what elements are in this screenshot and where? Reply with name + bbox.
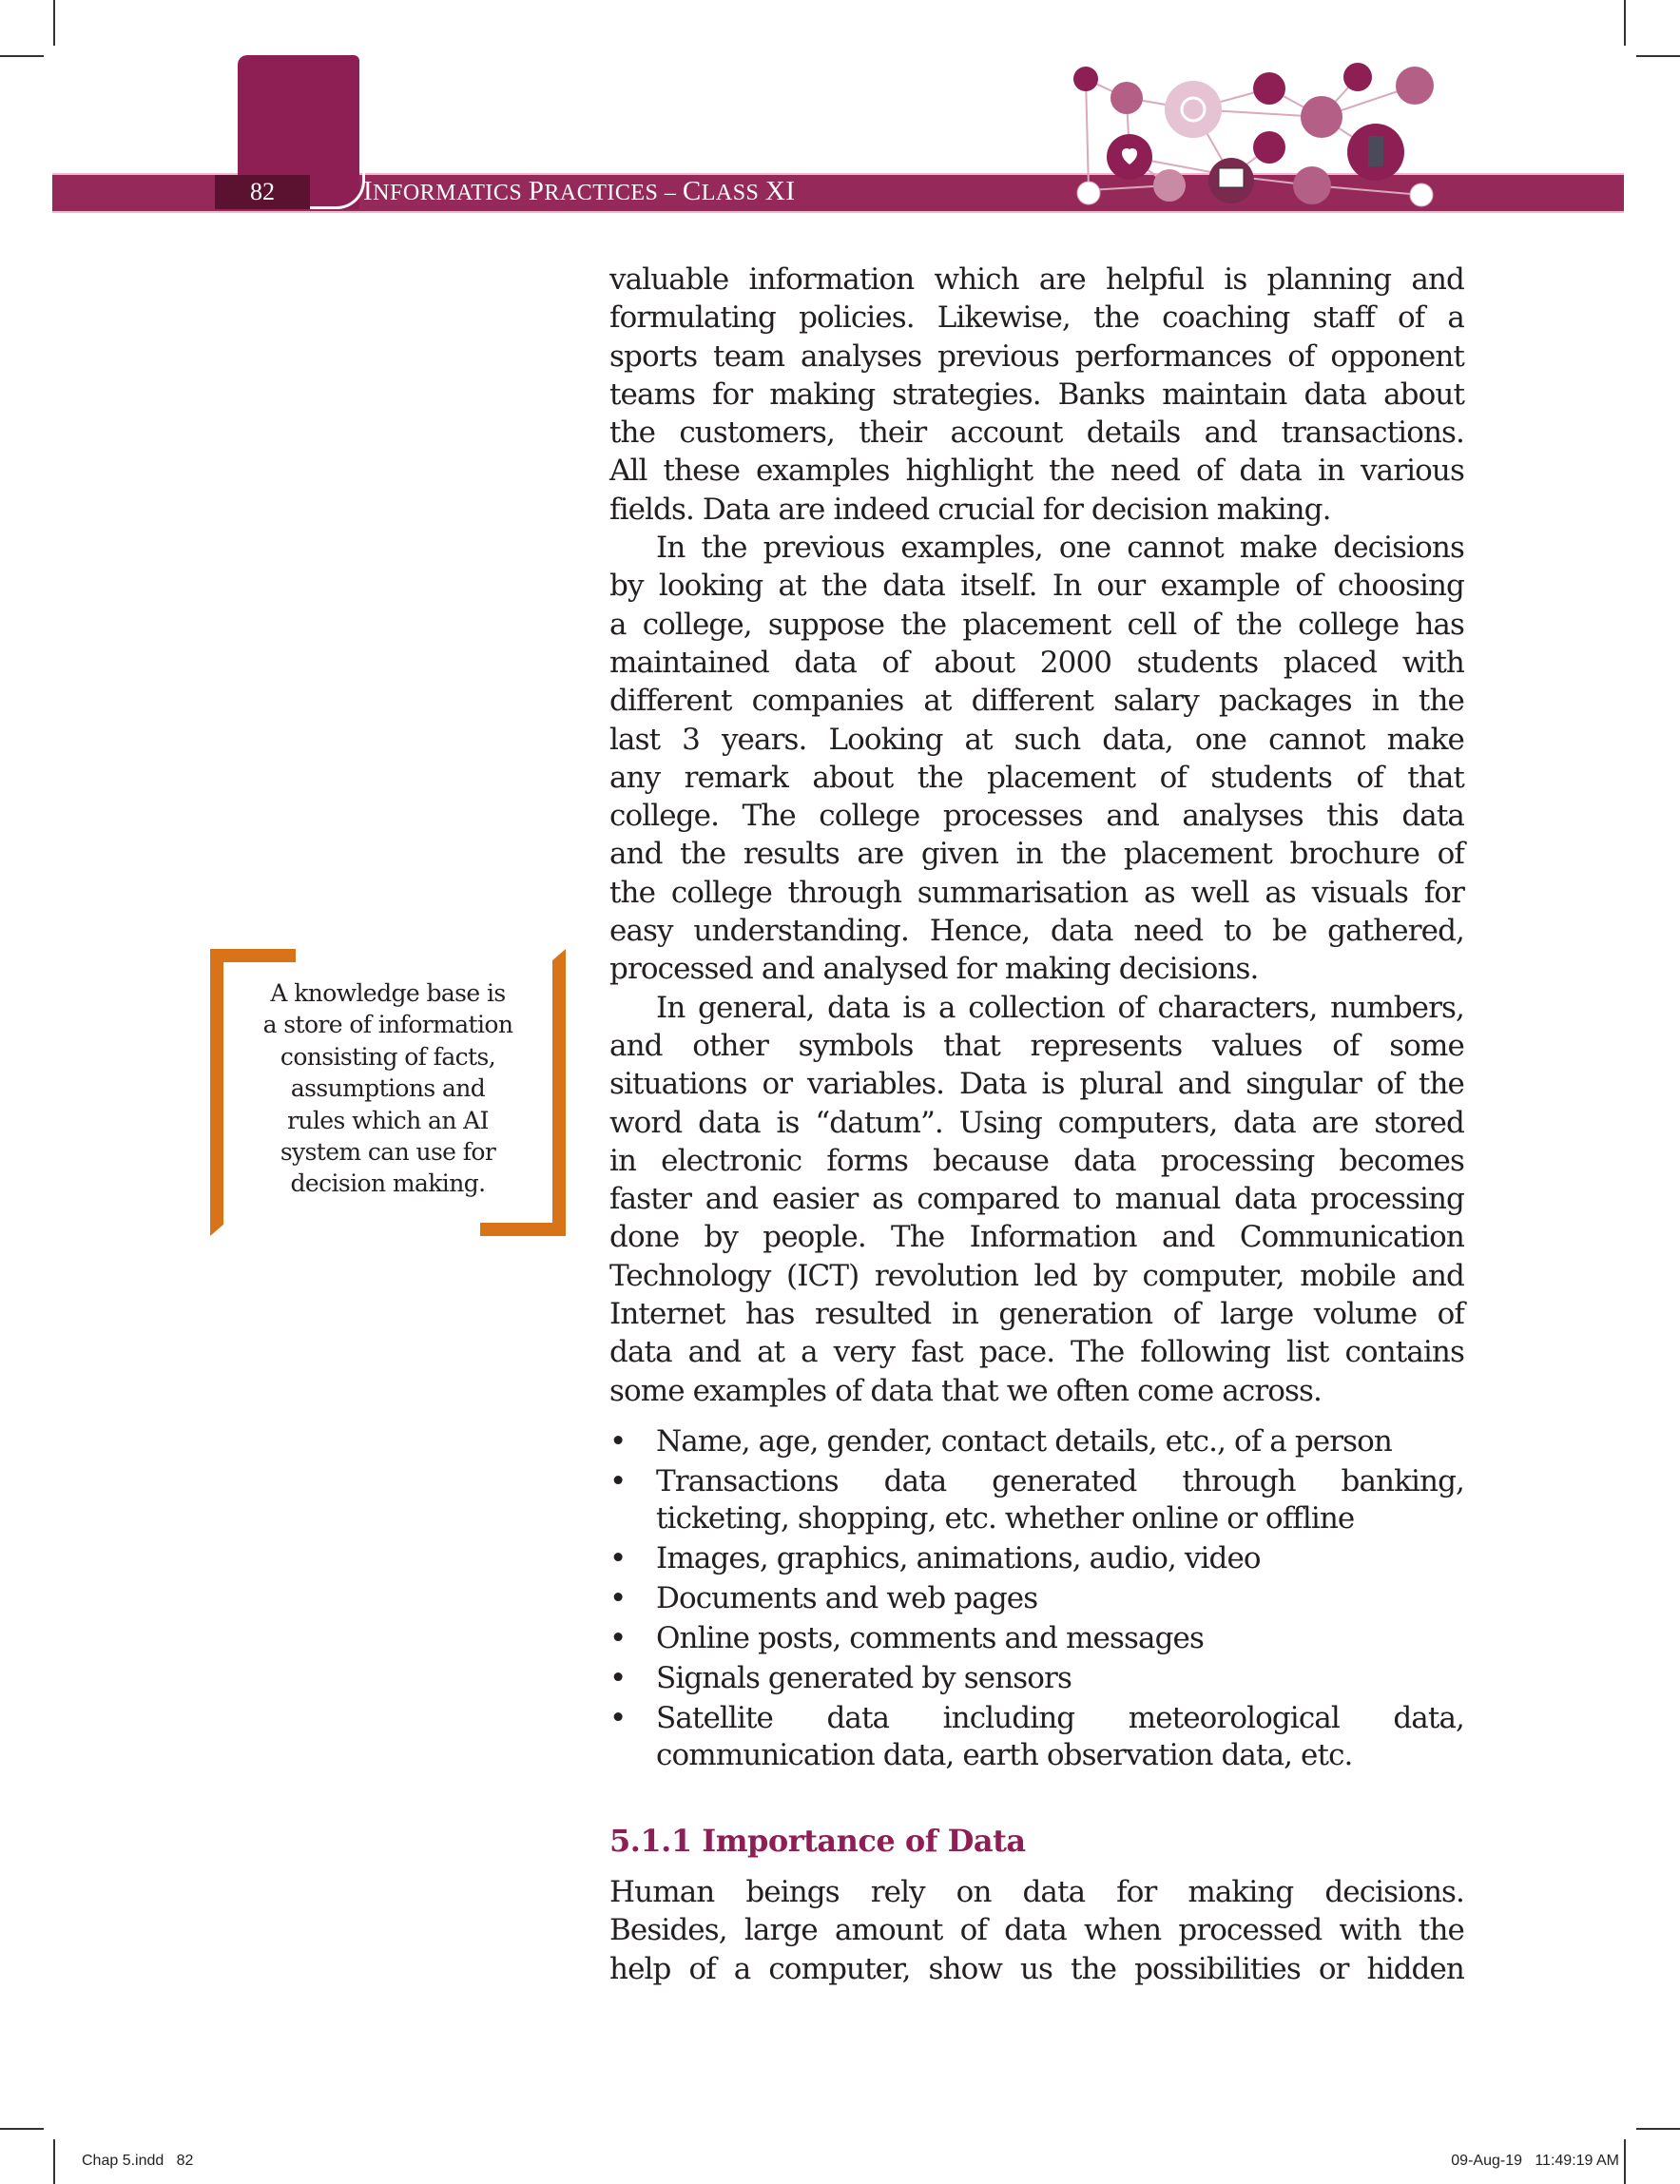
list-item-line: Online posts, comments and messages — [656, 1621, 1204, 1655]
paragraph-line: the college through summarisation as well as visuals for — [609, 875, 1464, 910]
paragraph-line: faster and easier as compared to manual data processing — [609, 1182, 1464, 1217]
paragraph-line: formulating policies. Likewise, the coaching staff of a — [609, 300, 1464, 336]
paragraph-line: Internet has resulted in generation of large volume of — [609, 1297, 1464, 1332]
list-item-line: communication data, earth observation data, etc. — [656, 1738, 1353, 1772]
bullet-icon: • — [609, 1621, 627, 1655]
bullet-icon: • — [609, 1541, 627, 1575]
list-item — [609, 1660, 1464, 1697]
crop-mark — [1624, 0, 1626, 46]
list-item-line: Images, graphics, animations, audio, video — [656, 1541, 1261, 1575]
paragraph-line: in electronic forms because data processing becomes — [609, 1143, 1464, 1178]
note-line: A knowledge base is — [270, 979, 506, 1007]
note-line: rules which an AI — [287, 1106, 489, 1134]
list-item — [609, 1580, 1464, 1617]
paragraph-line: and other symbols that represents values of some — [609, 1028, 1464, 1063]
list-item — [609, 1620, 1464, 1657]
sidebar-note-text — [239, 977, 537, 1200]
note-line: decision making. — [290, 1169, 486, 1198]
bullet-icon: • — [609, 1701, 627, 1735]
final-paragraph — [609, 1873, 1464, 1988]
running-title: INFORMATICS PRACTICES – CLASS XI — [363, 176, 796, 206]
paragraph-line: any remark about the placement of students of that — [609, 760, 1464, 795]
paragraph-line: college. The college processes and analyses this data — [609, 799, 1464, 834]
list-item-line: Documents and web pages — [656, 1581, 1038, 1615]
paragraph-line: done by people. The Information and Communication — [609, 1220, 1464, 1255]
paragraph-line: last 3 years. Looking at such data, one cannot make — [609, 722, 1464, 757]
list-item — [609, 1423, 1464, 1460]
crop-mark — [53, 2139, 55, 2184]
paragraph-line: In general, data is a collection of characters, numbers, — [656, 990, 1464, 1025]
bracket-left — [210, 949, 223, 1236]
paragraph-line: processed and analysed for making decisions. — [609, 952, 1259, 987]
crop-mark — [1636, 55, 1680, 57]
paragraph-line: Human beings rely on data for making decisions. — [609, 1875, 1464, 1909]
paragraph-line: Besides, large amount of data when processed with the — [609, 1913, 1464, 1948]
paragraph-line: sports team analyses previous performances of opponent — [609, 338, 1464, 374]
paragraph-line: help of a computer, show us the possibilities or hidden — [609, 1951, 1464, 1986]
page-tab-curl — [310, 55, 365, 209]
paragraph-line: All these examples highlight the need of data in various — [609, 454, 1464, 489]
paragraph-line: teams for making strategies. Banks maintain data about — [609, 377, 1464, 412]
bullet-icon: • — [609, 1424, 627, 1459]
crop-mark — [0, 55, 44, 57]
paragraph-line: and the results are given in the placement brochure of — [609, 837, 1464, 872]
bullet-list — [609, 1423, 1464, 1777]
crop-mark — [1636, 2128, 1680, 2130]
network-illustration — [1055, 52, 1474, 214]
note-line: assumptions and — [290, 1074, 486, 1103]
paragraph-line: fields. Data are indeed crucial for decision making. — [609, 492, 1331, 527]
bullet-icon: • — [609, 1661, 627, 1695]
paragraph-line: In the previous examples, one cannot make decisions — [656, 531, 1464, 566]
page-number: 82 — [215, 175, 310, 209]
paragraph-line: maintained data of about 2000 students placed with — [609, 645, 1464, 680]
bullet-icon: • — [609, 1464, 627, 1498]
crop-mark — [0, 2128, 44, 2130]
list-item — [609, 1463, 1464, 1537]
paragraph-line: some examples of data that we often come across. — [609, 1373, 1322, 1408]
list-item-line: Name, age, gender, contact details, etc., of a person — [656, 1424, 1392, 1459]
note-line: consisting of facts, — [280, 1042, 496, 1071]
paragraph-line: the customers, their account details and transactions. — [609, 416, 1464, 451]
paragraph-line: Technology (ICT) revolution led by computer, mobile and — [609, 1258, 1464, 1293]
list-item-line: Transactions data generated through banking, — [656, 1464, 1464, 1498]
crop-mark — [53, 0, 55, 46]
note-line: system can use for — [280, 1138, 496, 1167]
paragraph-line: situations or variables. Data is plural and singular of the — [609, 1067, 1464, 1102]
paragraph-line: word data is “datum”. Using computers, data are stored — [609, 1105, 1464, 1140]
list-item-line: Signals generated by sensors — [656, 1661, 1072, 1695]
crop-mark — [1624, 2139, 1626, 2184]
paragraph-line: different companies at different salary packages in the — [609, 684, 1464, 719]
paragraph-line: a college, suppose the placement cell of the college has — [609, 607, 1464, 642]
list-item — [609, 1540, 1464, 1577]
paragraph-line: valuable information which are helpful is planning and — [609, 262, 1464, 297]
list-item-line: ticketing, shopping, etc. whether online or offline — [656, 1501, 1355, 1536]
footer-timestamp: 09-Aug-19 11:49:19 AM — [1451, 2153, 1619, 2169]
section-heading: 5.1.1 Importance of Data — [609, 1823, 1026, 1859]
sidebar-note — [210, 949, 566, 1236]
footer-file-info: Chap 5.indd 82 — [82, 2153, 194, 2169]
paragraph-line: by looking at the data itself. In our example of choosing — [609, 569, 1464, 604]
paragraph-line: easy understanding. Hence, data need to be gathered, — [609, 914, 1464, 949]
list-item-line: Satellite data including meteorological data, — [656, 1701, 1464, 1735]
body-text — [609, 261, 1464, 1410]
note-line: a store of information — [262, 1011, 513, 1039]
list-item — [609, 1700, 1464, 1774]
bracket-right — [552, 949, 566, 1236]
bullet-icon: • — [609, 1581, 627, 1615]
paragraph-line: data and at a very fast pace. The following list contains — [609, 1335, 1464, 1370]
